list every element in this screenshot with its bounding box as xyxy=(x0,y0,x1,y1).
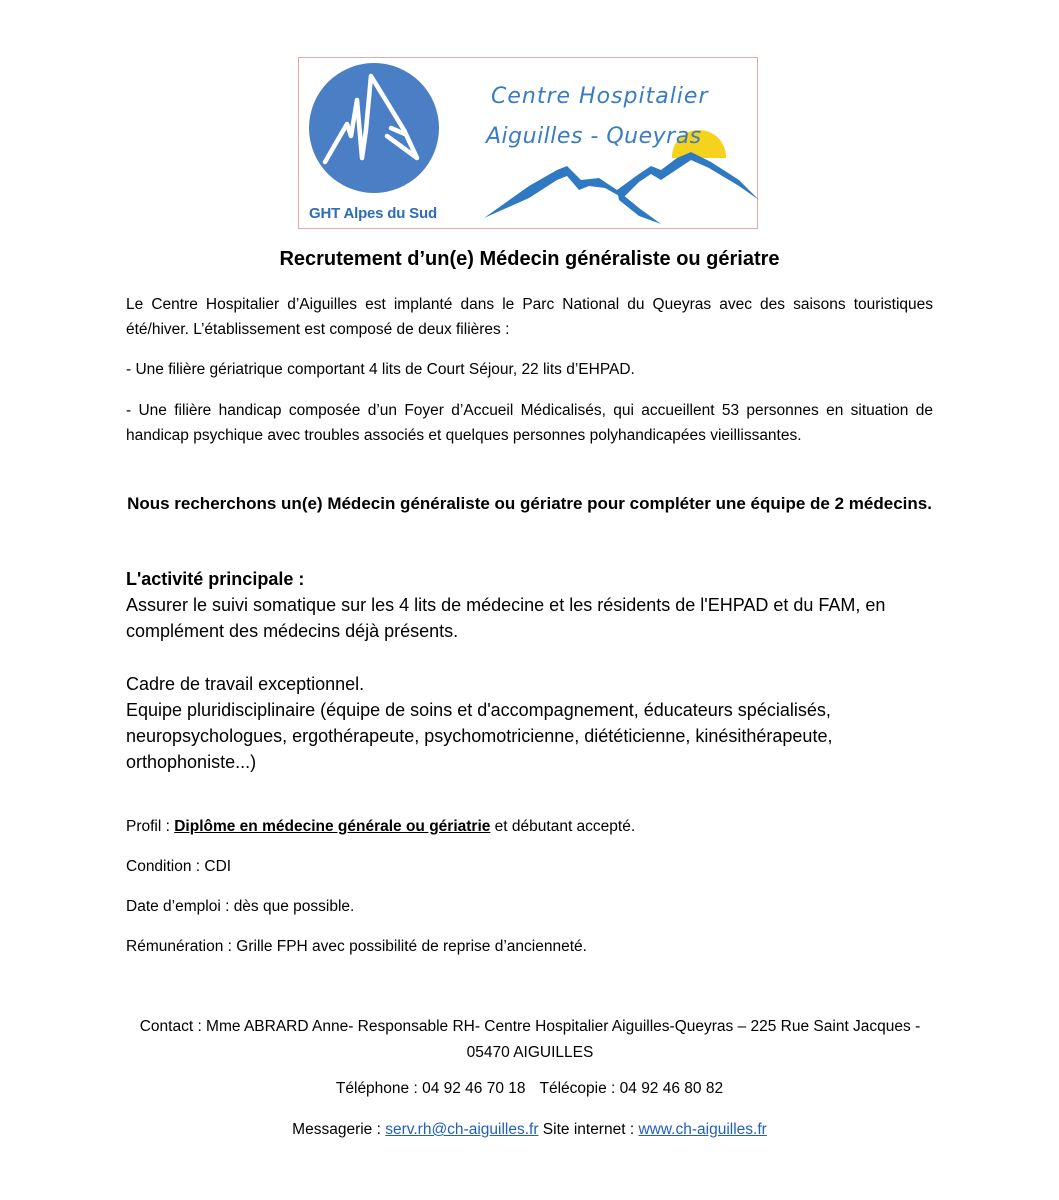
email-label: Messagerie : xyxy=(292,1121,386,1138)
remuneration-line: Rémunération : Grille FPH avec possibilité de reprise d’ancienneté. xyxy=(126,938,587,955)
profile-suffix: et débutant accepté. xyxy=(490,818,636,835)
telephone-text: Téléphone : 04 92 46 70 18 xyxy=(335,1080,526,1097)
search-statement: Nous recherchons un(e) Médecin généraliste ou gériatre pour compléter une équipe de 2 médecins. xyxy=(127,494,932,513)
profile-value: Diplôme en médecine générale ou gériatrie xyxy=(174,818,491,835)
website-link[interactable]: www.ch-aiguilles.fr xyxy=(638,1121,767,1138)
framework-line1: Cadre de travail exceptionnel. xyxy=(126,674,365,694)
hospital-name-line1: Centre Hospitalier xyxy=(491,84,709,109)
intro-paragraph: Le Centre Hospitalier d’Aiguilles est implanté dans le Parc National du Queyras avec des saisons touristiques été/hiver. L’établissement est composé de deux filières : xyxy=(126,296,933,338)
site-label: Site internet : xyxy=(538,1121,639,1138)
phone-line xyxy=(0,1080,1059,1098)
hospital-name-line2: Aiguilles - Queyras xyxy=(486,124,702,149)
email-link[interactable]: serv.rh@ch-aiguilles.fr xyxy=(385,1121,539,1138)
contact-paragraph: Contact : Mme ABRARD Anne- Responsable RH- Centre Hospitalier Aiguilles-Queyras – 225 Rue Saint Jacques - 05470 AIGUILLES xyxy=(139,1018,921,1061)
page-title: Recrutement d’un(e) Médecin généraliste ou gériatre xyxy=(279,248,780,270)
activity-section xyxy=(126,566,946,644)
activity-text: Assurer le suivi somatique sur les 4 lits de médecine et les résidents de l'EHPAD et du FAM, en complément des médecins déjà présents. xyxy=(126,595,886,641)
profile-label: Profil : xyxy=(126,818,175,835)
email-line xyxy=(0,1121,1059,1139)
framework-section xyxy=(126,671,946,775)
disability-unit-paragraph: - Une filière handicap composée d’un Foyer d’Accueil Médicalisés, qui accueillent 53 personnes en situation de handicap psychique avec troubles associés et quelques personnes polyhandicapées vieillissantes. xyxy=(126,402,933,444)
ght-heartbeat-logo-icon xyxy=(309,63,439,193)
activity-heading: L'activité principale : xyxy=(126,569,305,589)
date-line: Date d’emploi : dès que possible. xyxy=(126,898,355,915)
geriatric-unit-paragraph: - Une filière gériatrique comportant 4 lits de Court Séjour, 22 lits d’EHPAD. xyxy=(126,361,635,378)
ght-brand-label: GHT Alpes du Sud xyxy=(309,205,437,222)
fax-text: Télécopie : 04 92 46 80 82 xyxy=(539,1080,724,1097)
condition-line: Condition : CDI xyxy=(126,858,232,875)
logo-banner xyxy=(298,57,758,229)
profile-line xyxy=(126,816,635,838)
framework-line2: Equipe pluridisciplinaire (équipe de soins et d'accompagnement, éducateurs spécialisés, neuropsychologues, ergothérapeute, psychomotricienne, diététicienne, kinésithérapeute, orthophoniste...) xyxy=(126,700,833,772)
